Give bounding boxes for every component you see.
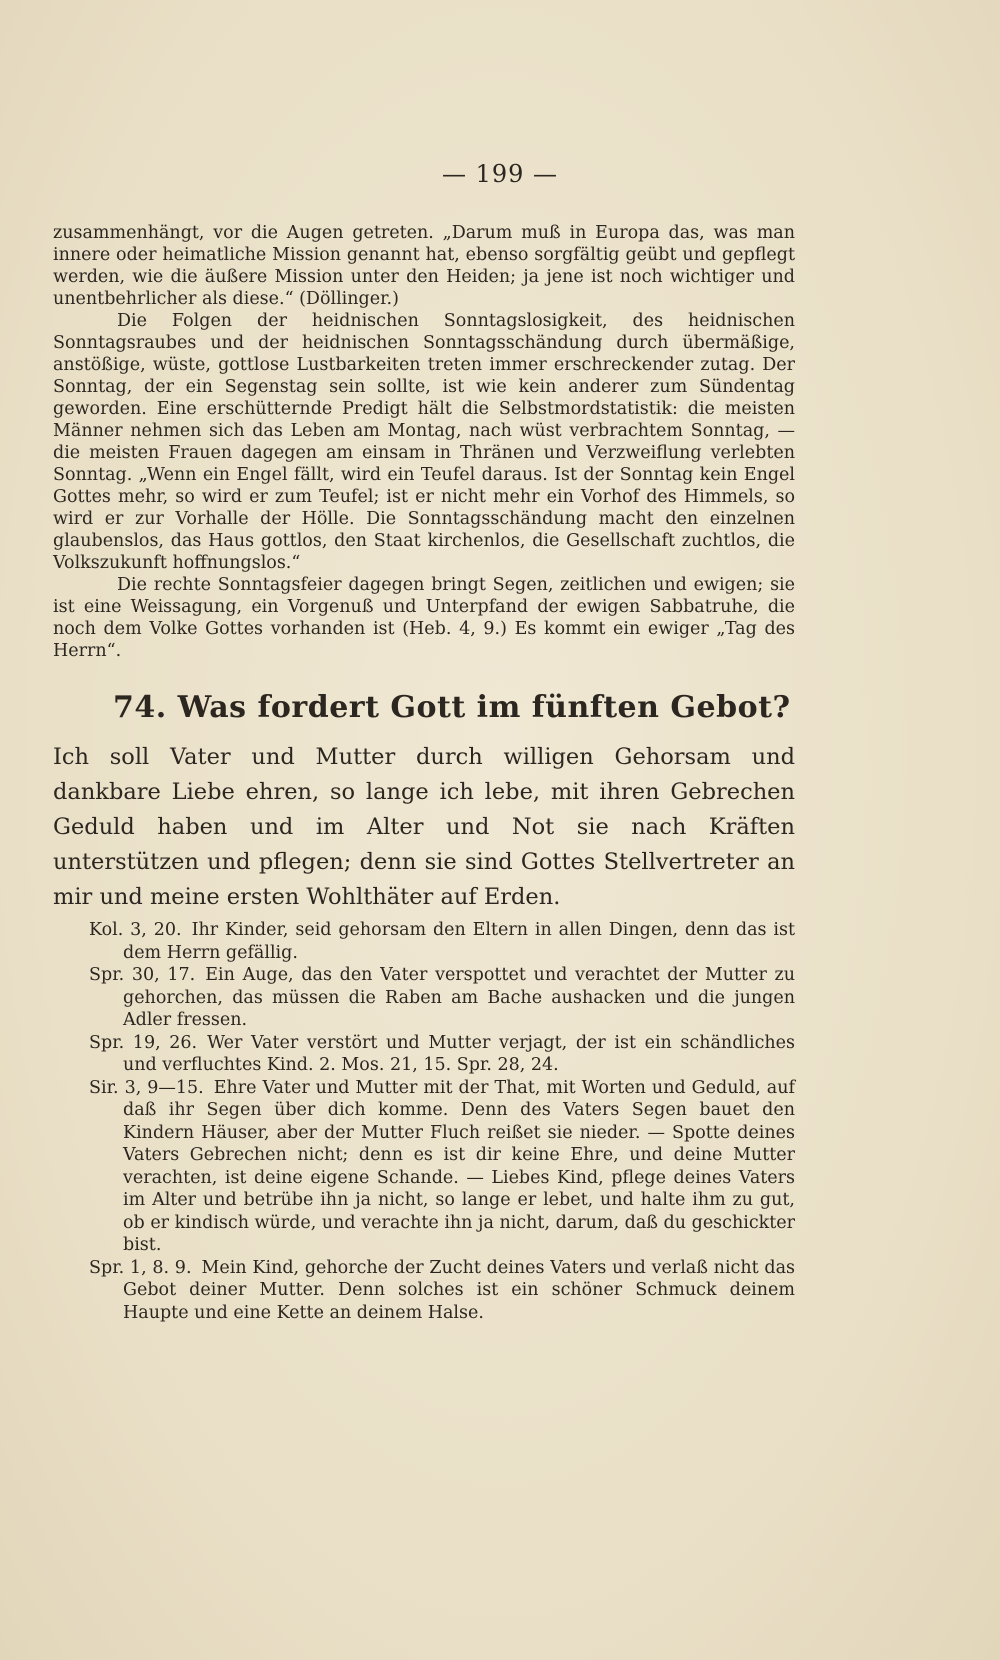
- citation-ref: Spr. 30, 17.: [89, 965, 196, 985]
- citation-ref: Kol. 3, 20.: [89, 920, 182, 940]
- citation-ref: Spr. 19, 26.: [89, 1032, 198, 1053]
- catechism-answer: Ich soll Vater und Mutter durch willigen Gehorsam und dankbare Liebe ehren, so lange ich lebe, mit ihren Gebrechen Geduld haben und im Alter und Not sie nach Kräften unterstützen und pflegen; denn sie sind Gottes Stellvertreter an mir und meine ersten Wohlthäter auf Erden.: [53, 744, 795, 910]
- citation-text: Ihr Kinder, seid gehorsam den Eltern in allen Dingen, denn das ist dem Herrn gefällig.: [123, 920, 795, 963]
- page-number: — 199 —: [441, 160, 559, 188]
- citation-text: Ehre Vater und Mutter mit der That, mit Worten und Geduld, auf daß ihr Segen über dich komme. Denn des Vaters Segen bauet den Kindern Häuser, aber der Mutter Fluch reißet sie nieder. — Spotte deines Vaters Gebrechen nicht; denn es ist dir keine Ehre, und deine Mutter verachten, ist deine eigene Schande. — Liebes Kind, pflege deines Vaters im Alter und betrübe ihn ja nicht, so lange er lebet, und halte ihm zu gut, ob er kindisch würde, und verachte ihn ja nicht, darum, daß du geschickter bist.: [123, 1077, 795, 1255]
- continuation-paragraph: zusammenhängt, vor die Augen getreten. „Darum muß in Europa das, was man innere oder heimatliche Mission genannt hat, ebenso sorgfältig geübt und gepflegt werden, wie die äußere Mission unter den Heiden; ja jene ist noch wichtiger und unentbehrlicher als diese.“ (Döllinger.): [53, 223, 795, 309]
- section-title: 74. Was fordert Gott im fünften Gebot?: [113, 690, 791, 725]
- page-content: [53, 222, 795, 1324]
- citation-text: Mein Kind, gehorche der Zucht deines Vaters und verlaß nicht das Gebot deiner Mutter. Denn solches ist ein schöner Schmuck deinem Haupte und eine Kette an deinem Halse.: [123, 1257, 796, 1323]
- sunday-desecration-paragraph: Die Folgen der heidnischen Sonntagslosigkeit, des heidnischen Sonntagsraubes und der heidnischen Sonntagsschändung durch übermäßige, anstößige, wüste, gottlose Lustbarkeiten treten immer erschreckender zutag. Der Sonntag, der ein Segenstag sein sollte, ist wie kein anderer zum Sündentag geworden. Eine erschütternde Predigt hält die Selbstmordstatistik: die meisten Männer nehmen sich das Leben am Montag, nach wüst verbrachtem Sonntag, — die meisten Frauen dagegen am einsam in Thränen und Verzweiflung verlebten Sonntag. „Wenn ein Engel fällt, wird ein Teufel daraus. Ist der Sonntag kein Engel Gottes mehr, so wird er zum Teufel; ist er nicht mehr ein Vorhof des Himmels, so wird er zur Vorhalle der Hölle. Die Sonntagsschändung macht den einzelnen glaubenslos, das Haus gottlos, den Staat kirchenlos, die Gesellschaft zuchtlos, die Volkszukunft hoffnungslos.“: [53, 311, 795, 573]
- citation-text: Wer Vater verstört und Mutter verjagt, der ist ein schändliches und verfluchtes Kind. 2. Mos. 21, 15. Spr. 28, 24.: [123, 1032, 795, 1075]
- citation-item: [89, 1257, 795, 1325]
- scripture-citations: [53, 919, 795, 1324]
- citation-item: [89, 1077, 795, 1257]
- citation-item: [89, 1032, 795, 1077]
- sunday-observance-paragraph: Die rechte Sonntagsfeier dagegen bringt Segen, zeitlichen und ewigen; sie ist eine Weissagung, ein Vorgenuß und Unterpfand der ewigen Sabbatruhe, die noch dem Volke Gottes vorhanden ist (Heb. 4, 9.) Es kommt ein ewiger „Tag des Herrn“.: [53, 575, 795, 661]
- citation-ref: Spr. 1, 8. 9.: [89, 1257, 192, 1278]
- citation-ref: Sir. 3, 9—15.: [89, 1077, 204, 1098]
- citation-text: Ein Auge, das den Vater verspottet und verachtet der Mutter zu gehorchen, das müssen die Raben am Bache aushacken und die jungen Adler fressen.: [123, 965, 795, 1030]
- citation-item: [89, 964, 795, 1032]
- citation-item: [89, 919, 795, 964]
